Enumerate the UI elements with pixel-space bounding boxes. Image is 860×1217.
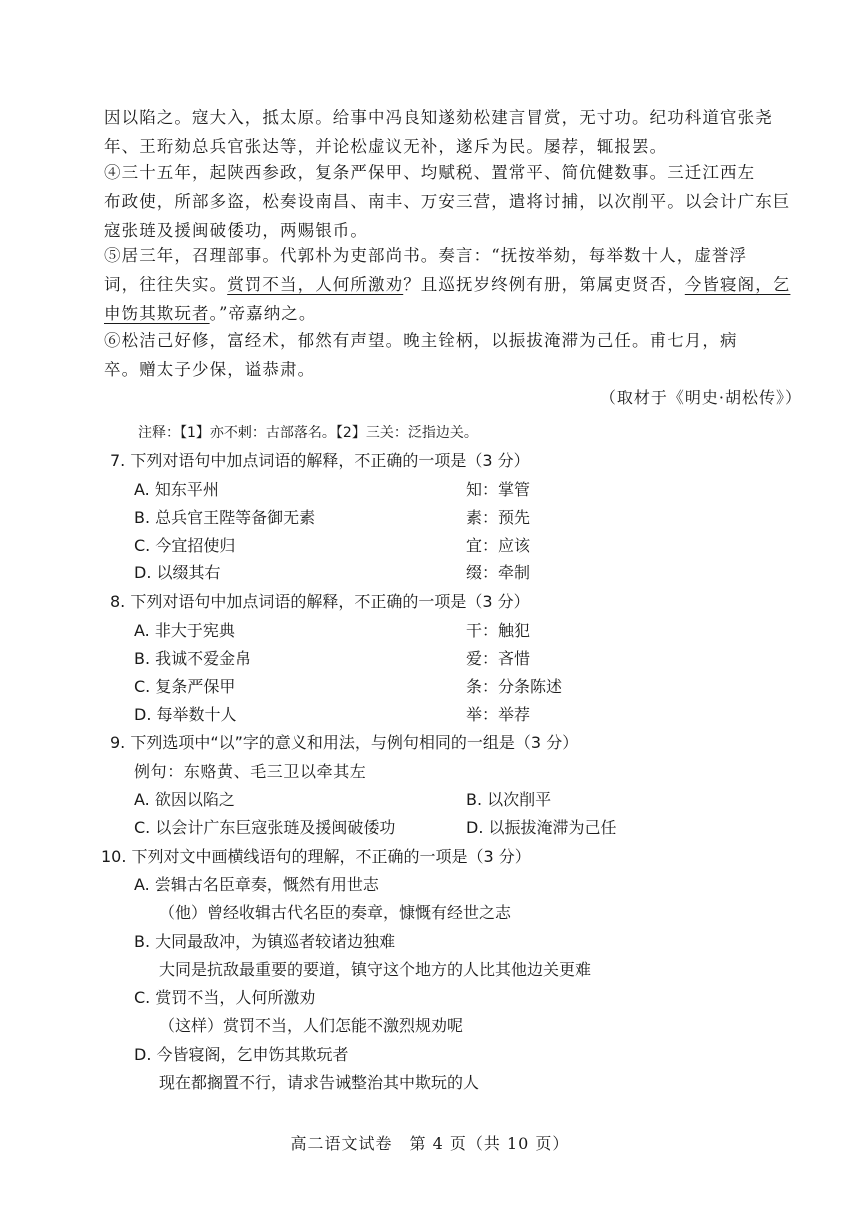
q8-option-c: C. 复条严保甲 xyxy=(134,677,236,696)
q8-option-b: B. 我诚不爱金帛 xyxy=(134,649,252,668)
underlined-sentence: 今皆寝阁，乞 xyxy=(684,275,791,294)
underlined-sentence: 申饬其欺玩者 xyxy=(104,304,210,323)
passage-line: 布政使，所部多盗，松奏设南昌、南丰、万安三营，遣将讨捕，以次削平。以会计广东巨 xyxy=(104,192,791,211)
q7-option-c: C. 今宜招使归 xyxy=(134,536,236,555)
passage-line xyxy=(104,299,776,328)
q9-option-a: A. 欲因以陷之 xyxy=(134,790,235,809)
q8-option-c-gloss: 条：分条陈述 xyxy=(466,677,563,696)
question-7-stem: 7. 下列对语句中加点词语的解释，不正确的一项是（3 分） xyxy=(110,451,530,470)
q9-option-c: C. 以会计广东巨寇张琏及援闽破倭功 xyxy=(134,818,396,837)
passage-line: 卒。赠太子少保，谥恭肃。 xyxy=(104,360,316,379)
q9-option-b: B. 以次削平 xyxy=(466,790,552,809)
q8-option-b-gloss: 爱：吝惜 xyxy=(466,649,531,668)
question-9-stem: 9. 下列选项中“以”字的意义和用法，与例句相同的一组是（3 分） xyxy=(110,733,579,752)
q10-option-d-explanation: 现在都搁置不行，请求告诫整治其中欺玩的人 xyxy=(159,1073,480,1092)
q10-option-c-explanation: （这样）赏罚不当，人们怎能不激烈规劝呢 xyxy=(159,1016,464,1035)
passage-line: 因以陷之。寇大入，抵太原。给事中冯良知遂劾松建言冒赏，无寸功。纪功科道官张尧 xyxy=(104,108,773,127)
passage-line: 寇张琏及援闽破倭功，两赐银币。 xyxy=(104,221,368,240)
passage-line: ⑤居三年，召理部事。代郭朴为吏部尚书。奏言：“抚按举劾，每举数十人，虚誉浮 xyxy=(104,246,748,265)
question-10-stem: 10. 下列对文中画横线语句的理解，不正确的一项是（3 分） xyxy=(101,847,531,866)
question-8-stem: 8. 下列对语句中加点词语的解释，不正确的一项是（3 分） xyxy=(110,592,530,611)
q8-option-d: D. 每举数十人 xyxy=(134,705,237,724)
q7-option-a-gloss: 知：掌管 xyxy=(466,480,531,499)
plain-text: 。”帝嘉纳之。 xyxy=(209,304,317,323)
q7-option-c-gloss: 宜：应该 xyxy=(466,536,531,555)
passage-paragraph-4 xyxy=(104,158,791,245)
q9-example: 例句：东赂黄、毛三卫以牵其左 xyxy=(134,762,367,781)
q8-option-d-gloss: 举：举荐 xyxy=(466,705,531,724)
passage-paragraph-continuation xyxy=(104,103,776,161)
plain-text: ？且巡抚岁终例有册，第属吏贤否， xyxy=(403,275,685,294)
underlined-sentence: 赏罚不当，人何所激劝 xyxy=(227,275,404,294)
q10-option-b: B. 大同最敌冲，为镇巡者较诸边独难 xyxy=(134,932,396,951)
q7-option-d: D. 以缀其右 xyxy=(134,563,221,582)
q10-option-a: A. 尝辑古名臣章奏，慨然有用世志 xyxy=(134,875,379,894)
passage-line xyxy=(104,270,791,299)
q10-option-b-explanation: 大同是抗敌最重要的要道，镇守这个地方的人比其他边关更难 xyxy=(159,960,592,979)
passage-line: ⑥松洁己好修，富经术，郁然有声望。晚主铨柄，以振拔淹滞为己任。甫七月，病 xyxy=(104,331,738,350)
footnote: 注释：【1】亦不剌：古部落名。【2】三关：泛指边关。 xyxy=(138,425,478,441)
q8-option-a-gloss: 干：触犯 xyxy=(466,621,531,640)
q7-option-a: A. 知东平州 xyxy=(134,480,219,499)
passage-paragraph-5 xyxy=(104,241,791,328)
q7-option-b: B. 总兵官王陛等备御无素 xyxy=(134,508,316,527)
passage-line: 年、王珩劾总兵官张达等，并论松虚议无补，遂斥为民。屡荐，辄报罢。 xyxy=(104,137,668,156)
q9-option-d: D. 以振拔淹滞为己任 xyxy=(466,818,617,837)
plain-text: 词，往往失实。 xyxy=(104,275,228,294)
q10-option-d: D. 今皆寝阁，乞申饬其欺玩者 xyxy=(134,1045,349,1064)
q7-option-d-gloss: 缀：牵制 xyxy=(466,563,531,582)
passage-source: （取材于《明史·胡松传》） xyxy=(599,388,802,407)
page-footer: 高二语文试卷 第 4 页（共 10 页） xyxy=(290,1134,570,1153)
q8-option-a: A. 非大于宪典 xyxy=(134,621,235,640)
passage-paragraph-6 xyxy=(104,326,776,384)
passage-line: ④三十五年，起陕西参政，复条严保甲、均赋税、置常平、简伉健数事。三迁江西左 xyxy=(104,163,756,182)
q7-option-b-gloss: 素：预先 xyxy=(466,508,531,527)
q10-option-c: C. 赏罚不当，人何所激劝 xyxy=(134,988,316,1007)
q10-option-a-explanation: （他）曾经收辑古代名臣的奏章，慷慨有经世之志 xyxy=(159,903,512,922)
